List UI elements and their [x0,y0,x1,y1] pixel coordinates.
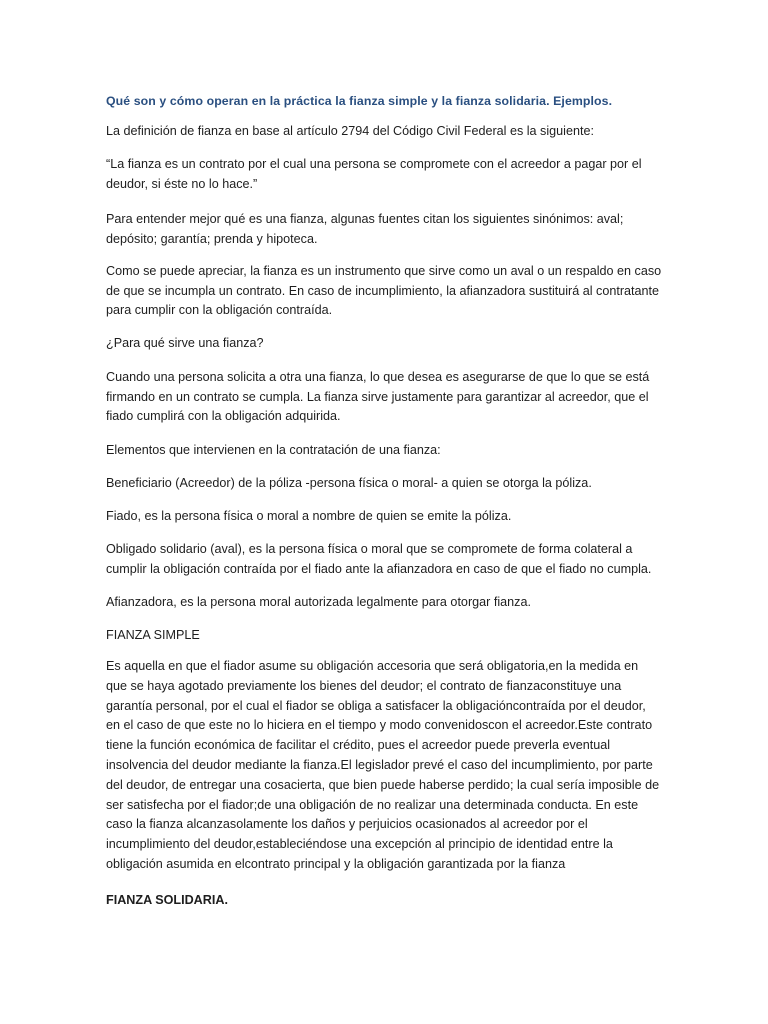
paragraph-fiado: Fiado, es la persona física o moral a nombre de quien se emite la póliza. [106,509,512,523]
paragraph-aval: Como se puede apreciar, la fianza es un instrumento que sirve como un aval o un respaldo en caso de que se incumpla un contrato. En caso de incumplimiento, la afianzadora sustituirá al contratante para cumplir con la obligación contraída. [106,264,662,317]
heading-fianza-simple: FIANZA SIMPLE [106,628,200,642]
paragraph-elements: Elementos que intervienen en la contratación de una fianza: [106,443,441,457]
paragraph-fianza-simple: Es aquella en que el fiador asume su obligación accesoria que será obligatoria,en la medida en que se haya agotado previamente los bienes del deudor; el contrato de fianzaconstituye una garantía personal, por el cual el fiador se obliga a satisfacer la obligacióncontraída por el deudor, en el caso de que este no lo hiciera en el tiempo y modo convenidoscon el acreedor.Este contrato tiene la función económica de facilitar el crédito, pues el acreedor puede preverla eventual insolvencia del deudor mediante la fianza.El legislador prevé el caso del incumplimiento, por parte del deudor, de entregar una cosacierta, que bien puede haberse perdido; la cual sería imposible de ser satisfecha por el fiador;de una obligación de no realizar una determinada conducta. En este caso la fianza alcanzasolamente los daños y perjuicios ocasionados al acreedor por el incumplimiento del deudor,estableciéndose una excepción al principio de identidad entre la obligación asumida en elcontrato principal y la obligación garantizada por la fianza [106,659,660,871]
paragraph-synonyms: Para entender mejor qué es una fianza, algunas fuentes citan los siguientes sinónimos: aval; depósito; garantía; prenda y hipoteca. [106,212,624,246]
paragraph-definition: La definición de fianza en base al artículo 2794 del Código Civil Federal es la siguiente: [106,124,594,138]
paragraph-quote: “La fianza es un contrato por el cual una persona se compromete con el acreedor a pagar por el deudor, si éste no lo hace.” [106,157,642,191]
paragraph-afianzadora: Afianzadora, es la persona moral autorizada legalmente para otorgar fianza. [106,595,531,609]
paragraph-obligado: Obligado solidario (aval), es la persona física o moral que se compromete de forma colateral a cumplir la obligación contraída por el fiado ante la afianzadora en caso de que el fiado no cumpla. [106,542,652,576]
heading-fianza-solidaria: FIANZA SOLIDARIA. [106,893,228,907]
paragraph-question: ¿Para qué sirve una fianza? [106,336,264,350]
document-title: Qué son y cómo operan en la práctica la fianza simple y la fianza solidaria. Ejemplos. [106,94,613,108]
paragraph-purpose: Cuando una persona solicita a otra una fianza, lo que desea es asegurarse de que lo que se está firmando en un contrato se cumpla. La fianza sirve justamente para garantizar al acreedor, que el fiado cumplirá con la obligación adquirida. [106,370,650,423]
paragraph-beneficiario: Beneficiario (Acreedor) de la póliza -persona física o moral- a quien se otorga la póliza. [106,476,592,490]
